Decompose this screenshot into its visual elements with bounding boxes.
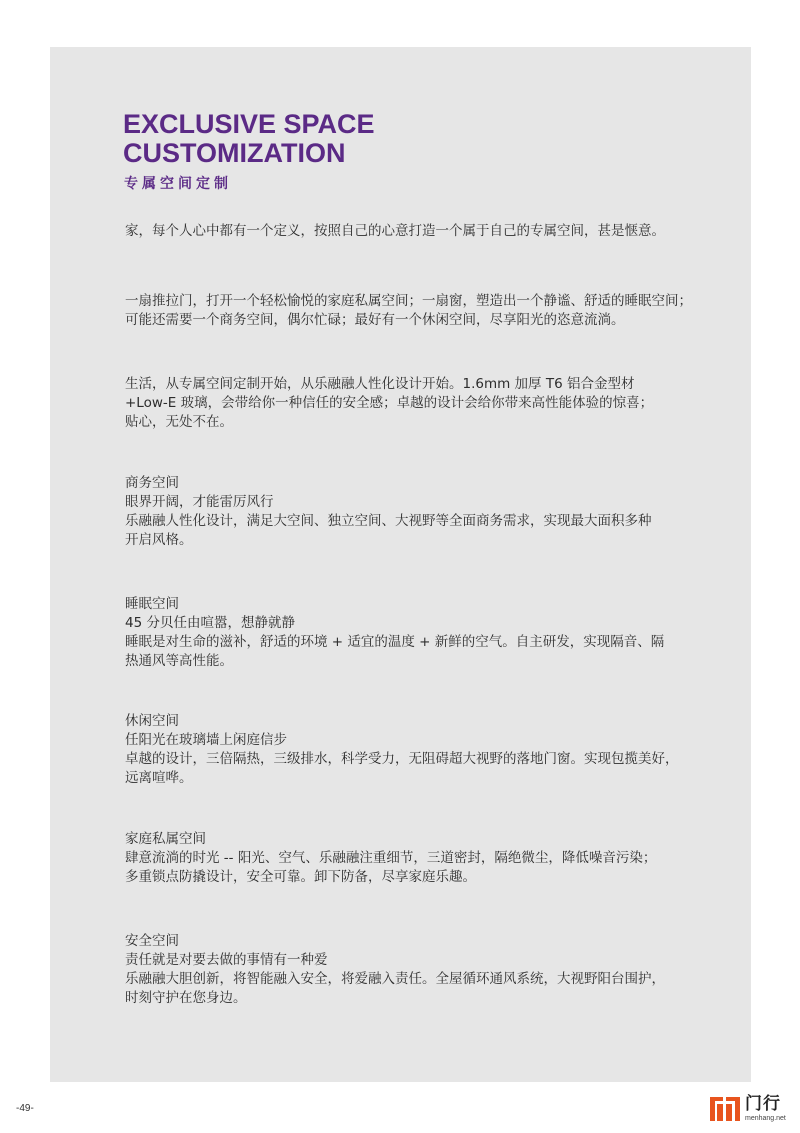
section-safety-space [125,932,700,1008]
section-business-space [125,474,700,550]
intro-paragraph-2 [125,292,700,330]
section-tagline: 任阳光在玻璃墙上闲庭信步 [125,732,287,748]
section-title: 商务空间 [125,475,179,491]
section-body-line: 远离喧哗。 [125,770,193,786]
menhang-logo-icon [708,1094,742,1124]
section-tagline: 责任就是对要去做的事情有一种爱 [125,952,328,968]
section-tagline: 眼界开阔，才能雷厉风行 [125,494,274,510]
page-subtitle: 专属空间定制 [124,176,232,192]
section-tagline: 45 分贝任由喧嚣，想静就静 [125,615,295,631]
section-body-line: 时刻守护在您身边。 [125,990,247,1006]
section-family-space [125,830,700,887]
paragraph-line: 一扇推拉门，打开一个轻松愉悦的家庭私属空间；一扇窗，塑造出一个静谧、舒适的睡眠空间； [125,293,692,309]
logo-url: menhang.net [745,1115,786,1122]
section-title: 家庭私属空间 [125,831,206,847]
site-logo[interactable] [708,1094,792,1126]
section-title: 睡眠空间 [125,596,179,612]
title-line-1: EXCLUSIVE SPACE [123,109,375,139]
section-body-line: 乐融融人性化设计，满足大空间、独立空间、大视野等全面商务需求，实现最大面积多种 [125,513,652,529]
section-tagline: 肆意流淌的时光 -- 阳光、空气、乐融融注重细节，三道密封，隔绝微尘，降低噪音污染； [125,850,657,866]
page-number: -49- [16,1103,34,1114]
section-body-line: 乐融融大胆创新，将智能融入安全，将爱融入责任。全屋循环通风系统，大视野阳台围护， [125,971,665,987]
paragraph-line: 家，每个人心中都有一个定义，按照自己的心意打造一个属于自己的专属空间，甚是惬意。 [125,223,665,239]
paragraph-line: 贴心，无处不在。 [125,414,233,430]
logo-name: 门行 [745,1094,781,1114]
title-line-2: CUSTOMIZATION [123,138,346,168]
content-panel [50,47,751,1082]
section-body-line: 开启风格。 [125,532,193,548]
section-leisure-space [125,712,700,788]
section-body-line: 热通风等高性能。 [125,653,233,669]
intro-paragraph-1 [125,222,700,241]
section-body-line: 多重锁点防撬设计，安全可靠。卸下防备，尽享家庭乐趣。 [125,869,476,885]
paragraph-line: +Low-E 玻璃，会带给你一种信任的安全感；卓越的设计会给你带来高性能体验的惊喜； [125,395,654,411]
section-title: 休闲空间 [125,713,179,729]
page-title [123,110,375,168]
section-body-line: 卓越的设计，三倍隔热，三级排水，科学受力，无阻碍超大视野的落地门窗。实现包揽美好， [125,751,679,767]
section-sleep-space [125,595,700,671]
intro-paragraph-3 [125,375,700,432]
paragraph-line: 生活，从专属空间定制开始，从乐融融人性化设计开始。1.6mm 加厚 T6 铝合金型材 [125,376,635,392]
section-title: 安全空间 [125,933,179,949]
section-body-line: 睡眠是对生命的滋补，舒适的环境 + 适宜的温度 + 新鲜的空气。自主研发，实现隔音、隔 [125,634,665,650]
paragraph-line: 可能还需要一个商务空间，偶尔忙碌；最好有一个休闲空间，尽享阳光的恣意流淌。 [125,312,625,328]
